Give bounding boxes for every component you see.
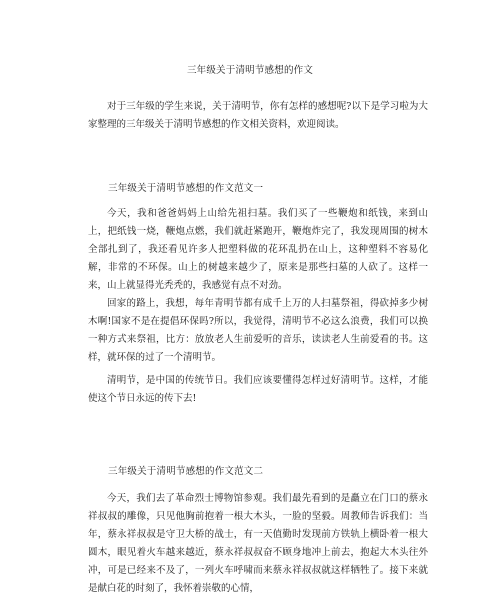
section-1-paragraph-3: 清明节，是中国的传统节日。我们应该要懂得怎样过好清明节。这样，才能使这个节日永远的传下去! (88, 375, 428, 404)
section-1-paragraph-2: 回家的路上，我想，每年青明节都有成千上万的人扫墓祭祖，得砍掉多少树木啊!国家不是在提倡环保吗?所以，我觉得，清明节不必这么浪费，我们可以换一种方式来祭祖，比方：放放老人生前爱听的音乐，读读老人生前爱看的书。这样，就环保的过了一个清明节。 (88, 298, 428, 363)
section-heading-2: 三年级关于清明节感想的作文范文二 (108, 466, 264, 477)
section-1-paragraph-1: 今天，我和爸爸妈妈上山给先祖扫墓。我们买了一些鞭炮和纸钱，来到山上，把纸钱一烧，鞭炮点燃，我们就赶紧跑开，鞭炮炸完了，我发现周围的树木全部扎到了，我还看见许多人把塑料做的花环乱扔在山上，这种塑料不容易化解，非常的不环保。山上的树越来越少了，原来是那些扫墓的人砍了。这样一来，山上就显得光秃秃的，我感觉有点不对劲。 (88, 208, 428, 291)
intro-paragraph: 对于三年级的学生来说，关于清明节，你有怎样的感想呢?以下是学习啦为大家整理的三年级关于清明节感想的作文相关资料，欢迎阅读。 (88, 101, 428, 130)
section-2-paragraph-1: 今天，我们去了革命烈士博物馆参观。我们最先看到的是矗立在门口的蔡永祥叔叔的雕像，只见他胸前抱着一根大木头，一脸的坚毅。周教师告诉我们：当年，蔡永祥叔叔是守卫大桥的战士，有一天值勤时发现前方铁轨上横卧着一根大圆木，眼见着火车越来越近，蔡永祥叔叔奋不顾身地冲上前去，抱起大木头往外冲，可是已经来不及了，一列火车呼啸而来蔡永祥叔叔就这样牺牲了。接下来就是献白花的时刻了，我怀着崇敬的心情， (88, 493, 428, 594)
document-title: 三年级关于清明节感想的作文 (186, 65, 314, 76)
section-heading-1: 三年级关于清明节感想的作文范文一 (108, 183, 264, 194)
